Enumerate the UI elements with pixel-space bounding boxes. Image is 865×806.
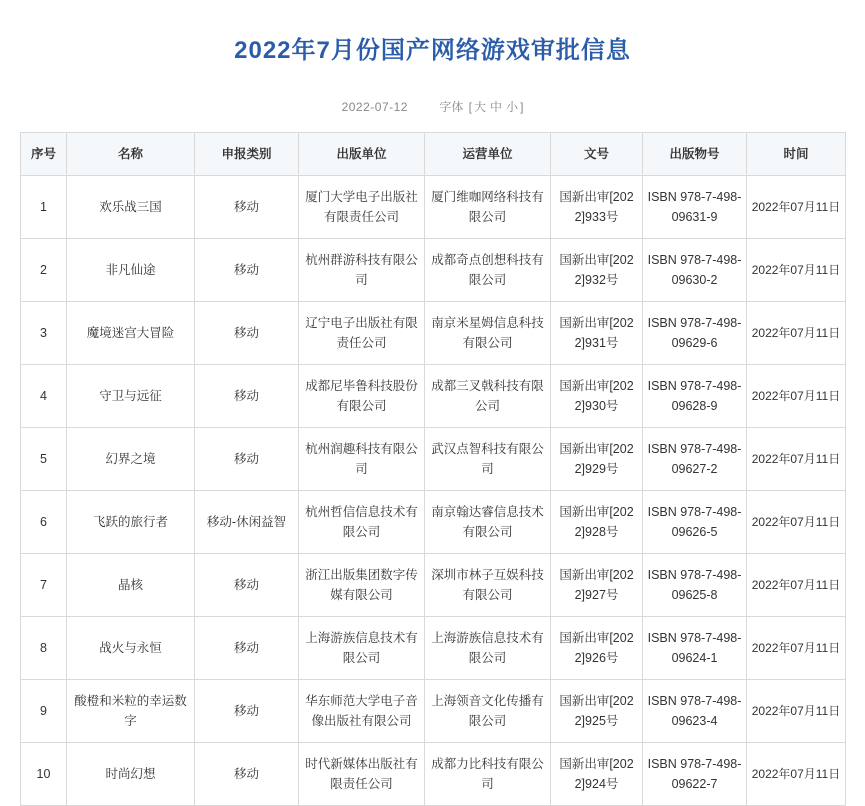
cell-publisher: 杭州哲信信息技术有限公司 [299, 491, 425, 554]
cell-operator: 厦门维咖网络科技有限公司 [425, 176, 551, 239]
cell-operator: 成都力比科技有限公司 [425, 743, 551, 806]
table-row [21, 428, 846, 491]
cell-index: 8 [21, 617, 67, 680]
table-row [21, 239, 846, 302]
cell-type: 移动 [195, 176, 299, 239]
cell-operator: 上海领音文化传播有限公司 [425, 680, 551, 743]
cell-date: 2022年07月11日 [747, 176, 846, 239]
cell-type: 移动 [195, 302, 299, 365]
cell-index: 9 [21, 680, 67, 743]
table-header [21, 133, 846, 176]
cell-publisher: 华东师范大学电子音像出版社有限公司 [299, 680, 425, 743]
cell-type: 移动 [195, 617, 299, 680]
cell-index: 1 [21, 176, 67, 239]
cell-name: 酸橙和米粒的幸运数字 [67, 680, 195, 743]
column-header-index: 序号 [21, 133, 67, 176]
table-row [21, 617, 846, 680]
cell-type: 移动-休闲益智 [195, 491, 299, 554]
cell-operator: 上海游族信息技术有限公司 [425, 617, 551, 680]
cell-publisher: 厦门大学电子出版社有限责任公司 [299, 176, 425, 239]
cell-name: 时尚幻想 [67, 743, 195, 806]
cell-name: 幻界之境 [67, 428, 195, 491]
cell-type: 移动 [195, 680, 299, 743]
cell-index: 6 [21, 491, 67, 554]
cell-isbn: ISBN 978-7-498-09628-9 [643, 365, 747, 428]
approval-table [20, 132, 846, 806]
cell-isbn: ISBN 978-7-498-09630-2 [643, 239, 747, 302]
cell-doc-no: 国新出审[2022]930号 [551, 365, 643, 428]
bracket-right: ] [520, 100, 524, 115]
cell-publisher: 成都尼毕鲁科技股份有限公司 [299, 365, 425, 428]
table-body [21, 176, 846, 806]
column-header-type: 申报类别 [195, 133, 299, 176]
table-header-row [21, 133, 846, 176]
cell-index: 3 [21, 302, 67, 365]
cell-publisher: 杭州润趣科技有限公司 [299, 428, 425, 491]
cell-publisher: 时代新媒体出版社有限责任公司 [299, 743, 425, 806]
font-size-small[interactable]: 小 [506, 100, 519, 115]
cell-type: 移动 [195, 743, 299, 806]
table-row [21, 365, 846, 428]
column-header-publisher: 出版单位 [299, 133, 425, 176]
font-size-medium[interactable]: 中 [490, 100, 503, 115]
cell-operator: 武汉点智科技有限公司 [425, 428, 551, 491]
cell-date: 2022年07月11日 [747, 239, 846, 302]
cell-isbn: ISBN 978-7-498-09626-5 [643, 491, 747, 554]
cell-doc-no: 国新出审[2022]927号 [551, 554, 643, 617]
publish-date: 2022-07-12 [341, 100, 408, 115]
cell-isbn: ISBN 978-7-498-09629-6 [643, 302, 747, 365]
cell-date: 2022年07月11日 [747, 491, 846, 554]
cell-name: 战火与永恒 [67, 617, 195, 680]
cell-operator: 南京米星姆信息科技有限公司 [425, 302, 551, 365]
cell-date: 2022年07月11日 [747, 617, 846, 680]
cell-isbn: ISBN 978-7-498-09622-7 [643, 743, 747, 806]
cell-doc-no: 国新出审[2022]932号 [551, 239, 643, 302]
cell-doc-no: 国新出审[2022]926号 [551, 617, 643, 680]
cell-type: 移动 [195, 554, 299, 617]
cell-name: 晶核 [67, 554, 195, 617]
cell-isbn: ISBN 978-7-498-09625-8 [643, 554, 747, 617]
column-header-operator: 运营单位 [425, 133, 551, 176]
cell-date: 2022年07月11日 [747, 365, 846, 428]
cell-doc-no: 国新出审[2022]925号 [551, 680, 643, 743]
column-header-name: 名称 [67, 133, 195, 176]
cell-name: 非凡仙途 [67, 239, 195, 302]
cell-type: 移动 [195, 239, 299, 302]
cell-doc-no: 国新出审[2022]933号 [551, 176, 643, 239]
cell-isbn: ISBN 978-7-498-09631-9 [643, 176, 747, 239]
table-row [21, 176, 846, 239]
cell-name: 飞跃的旅行者 [67, 491, 195, 554]
table-row [21, 491, 846, 554]
cell-index: 7 [21, 554, 67, 617]
cell-doc-no: 国新出审[2022]931号 [551, 302, 643, 365]
cell-doc-no: 国新出审[2022]928号 [551, 491, 643, 554]
meta-bar [20, 98, 845, 132]
cell-date: 2022年07月11日 [747, 743, 846, 806]
cell-publisher: 辽宁电子出版社有限责任公司 [299, 302, 425, 365]
cell-operator: 南京翰达睿信息技术有限公司 [425, 491, 551, 554]
font-size-label: 字体 [439, 100, 464, 115]
cell-doc-no: 国新出审[2022]929号 [551, 428, 643, 491]
document-page [0, 16, 865, 806]
column-header-doc-no: 文号 [551, 133, 643, 176]
cell-date: 2022年07月11日 [747, 680, 846, 743]
table-row [21, 554, 846, 617]
cell-index: 5 [21, 428, 67, 491]
cell-type: 移动 [195, 365, 299, 428]
cell-type: 移动 [195, 428, 299, 491]
cell-publisher: 杭州群游科技有限公司 [299, 239, 425, 302]
cell-index: 2 [21, 239, 67, 302]
table-row [21, 302, 846, 365]
cell-isbn: ISBN 978-7-498-09627-2 [643, 428, 747, 491]
cell-index: 10 [21, 743, 67, 806]
cell-date: 2022年07月11日 [747, 428, 846, 491]
cell-isbn: ISBN 978-7-498-09623-4 [643, 680, 747, 743]
font-size-large[interactable]: 大 [474, 100, 487, 115]
cell-operator: 深圳市林子互娱科技有限公司 [425, 554, 551, 617]
table-row [21, 743, 846, 806]
cell-date: 2022年07月11日 [747, 302, 846, 365]
cell-operator: 成都三叉戟科技有限公司 [425, 365, 551, 428]
column-header-date: 时间 [747, 133, 846, 176]
font-size-controls [469, 100, 524, 114]
cell-isbn: ISBN 978-7-498-09624-1 [643, 617, 747, 680]
bracket-left: [ [468, 100, 473, 115]
cell-publisher: 浙江出版集团数字传媒有限公司 [299, 554, 425, 617]
cell-name: 欢乐战三国 [67, 176, 195, 239]
column-header-isbn: 出版物号 [643, 133, 747, 176]
cell-name: 魔境迷宫大冒险 [67, 302, 195, 365]
cell-operator: 成都奇点创想科技有限公司 [425, 239, 551, 302]
page-title: 2022年7月份国产网络游戏审批信息 [234, 37, 631, 65]
cell-publisher: 上海游族信息技术有限公司 [299, 617, 425, 680]
table-row [21, 680, 846, 743]
cell-date: 2022年07月11日 [747, 554, 846, 617]
cell-index: 4 [21, 365, 67, 428]
cell-doc-no: 国新出审[2022]924号 [551, 743, 643, 806]
cell-name: 守卫与远征 [67, 365, 195, 428]
